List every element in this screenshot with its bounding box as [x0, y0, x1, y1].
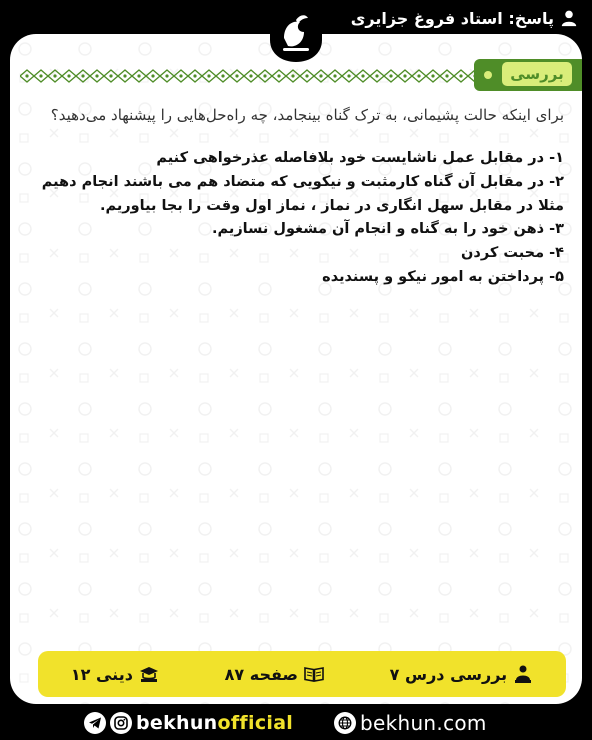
- decorative-band: [20, 68, 480, 84]
- teacher-icon: [513, 664, 533, 684]
- telegram-icon[interactable]: [84, 712, 106, 734]
- book-label: دینی ۱۲: [70, 664, 133, 684]
- answer-line: ۵- پرداختن به امور نیکو و پسندیده: [322, 268, 564, 285]
- author-credit: [351, 6, 578, 30]
- bekhun-logo-icon: [266, 8, 326, 64]
- social-accent: official: [217, 712, 294, 734]
- instagram-icon[interactable]: [110, 712, 132, 734]
- question-text: برای اینکه حالت پشیمانی، به ترک گناه بینجامد، چه راه‌حل‌هایی را پیشنهاد می‌دهید؟: [50, 106, 564, 124]
- answer-line: ۲- در مقابل آن گناه کارمثبت و نیکویی که متضاد هم می باشند انجام دهیم: [41, 173, 564, 190]
- answer-line: مثلا در مقابل سهل انگاری در نماز ، نماز اول وقت را بجا بیاوریم.: [99, 197, 564, 214]
- social-handle[interactable]: [84, 711, 314, 735]
- open-book-icon: [304, 664, 324, 684]
- page-info: [225, 664, 324, 684]
- book-info: [71, 664, 159, 684]
- section-tag-label: بررسی: [502, 62, 572, 86]
- globe-icon: [334, 712, 356, 734]
- author-label: پاسخ: استاد فروغ جزایری: [350, 8, 554, 28]
- content-card: [10, 34, 582, 704]
- answer-line: ۱- در مقابل عمل ناشایست خود بلافاصله عذرخواهی کنیم: [156, 150, 564, 166]
- social-prefix: bekhun: [136, 712, 218, 734]
- website-text: bekhun.com: [360, 711, 487, 735]
- section-tag: [474, 59, 582, 91]
- answer-line: ۴- محبت کردن: [461, 245, 564, 262]
- background-pattern: [10, 34, 582, 704]
- tag-dot: [484, 71, 492, 79]
- lesson-label: بررسی درس ۷: [389, 664, 508, 684]
- social-handle-text: [136, 712, 293, 734]
- answer-list: [22, 147, 564, 290]
- lesson-info-bar: [38, 651, 566, 697]
- user-icon: [560, 9, 578, 27]
- answer-line: ۳- ذهن خود را به گناه و انجام آن مشغول نسازیم.: [212, 221, 564, 238]
- graduation-cap-icon: [139, 664, 159, 684]
- website-link[interactable]: [334, 711, 534, 735]
- bottom-bar: [0, 704, 592, 740]
- page-label: صفحه ۸۷: [224, 664, 298, 684]
- lesson-info: [390, 664, 534, 684]
